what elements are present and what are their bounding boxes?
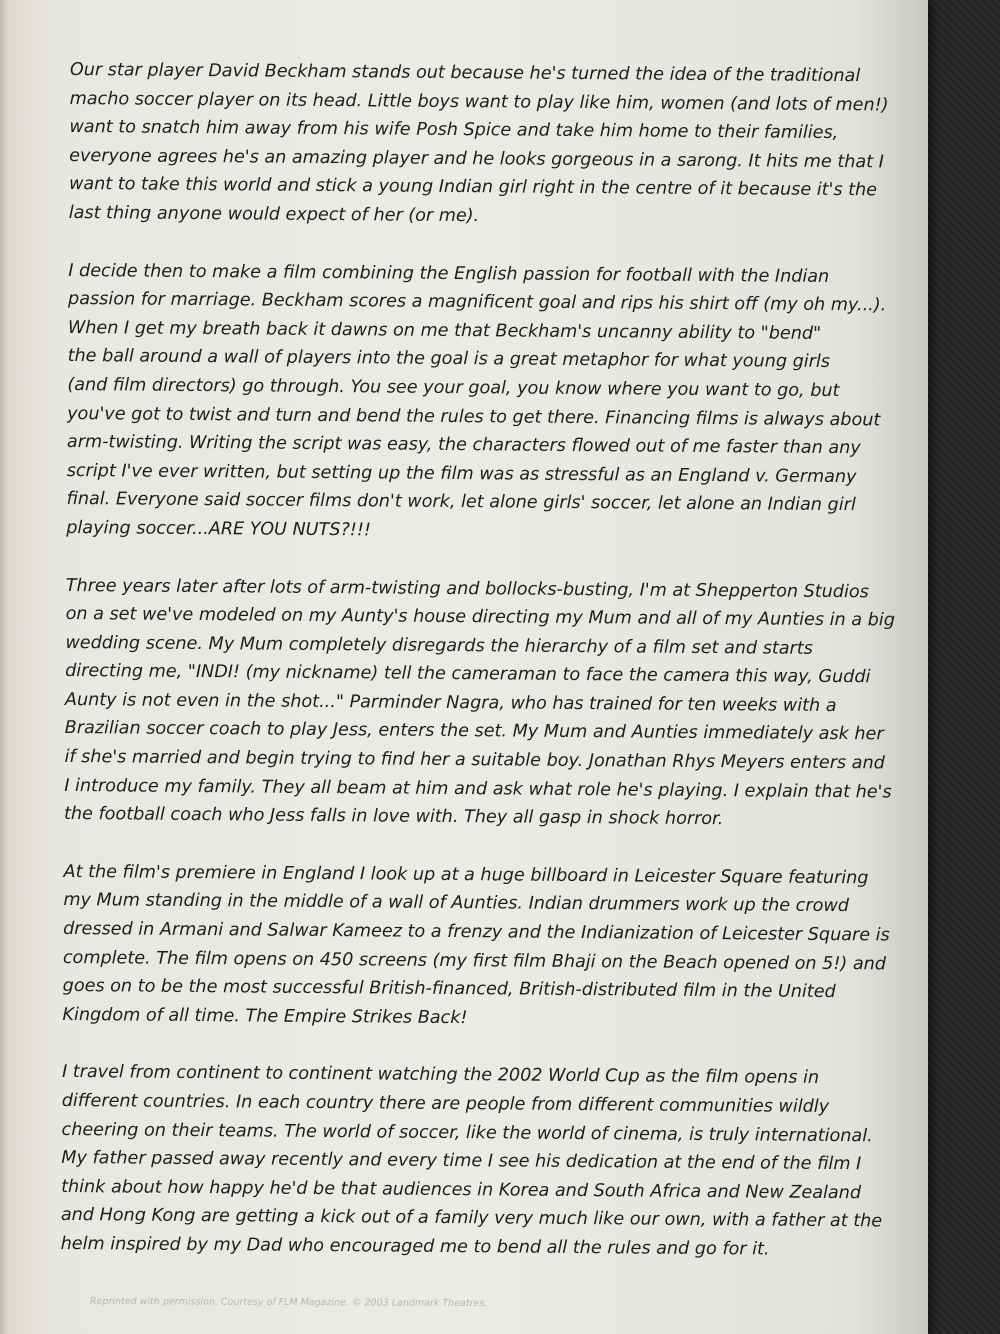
- paragraph-2: [66, 257, 898, 549]
- text-line: helm inspired by my Dad who encouraged me to bend all the rules and go for it.: [60, 1233, 770, 1260]
- text-line: you've got to twist and turn and bend the rules to get there. Financing films is always about: [67, 403, 881, 430]
- text-line: I decide then to make a film combining the English passion for football with the Indian: [68, 260, 830, 287]
- text-line: if she's married and begin trying to find her a suitable boy. Jonathan Rhys Meyers enters and: [64, 747, 885, 774]
- text-line: playing soccer...ARE YOU NUTS?!!!: [66, 517, 372, 541]
- text-line: (and film directors) go through. You see your goal, you know where you want to go, but: [67, 374, 840, 401]
- text-line: wedding scene. My Mum completely disregards the hierarchy of a film set and starts: [65, 632, 813, 659]
- text-line: think about how happy he'd be that audiences in Korea and South Africa and New Zealand: [61, 1176, 862, 1204]
- paragraph-3: [64, 571, 896, 835]
- text-line: I introduce my family. They all beam at him and ask what role he's playing. I explain that he's: [64, 775, 892, 803]
- article-body: [60, 56, 900, 1294]
- text-line: my Mum standing in the middle of a wall of Aunties. Indian drummers work up the crowd: [63, 890, 850, 917]
- reprint-credit: Reprinted with permission. Courtesy of FLM Magazine. © 2003 Landmark Theatres.: [89, 1295, 488, 1310]
- text-line: the football coach who Jess falls in love with. They all gasp in shock horror.: [63, 804, 724, 830]
- text-line: complete. The film opens on 450 screens (my first film Bhaji on the Beach opened on 5!) and: [62, 947, 887, 975]
- text-line: want to take this world and stick a young Indian girl right in the centre of it because it's the: [68, 174, 878, 201]
- text-line: arm-twisting. Writing the script was easy, the characters flowed out of me faster than any: [66, 432, 861, 459]
- text-line: At the film's premiere in England I look up at a huge billboard in Leicester Square featuring: [63, 861, 869, 889]
- text-line: I travel from continent to continent watching the 2002 World Cup as the film opens in: [61, 1062, 820, 1089]
- paragraph-5: [61, 1058, 893, 1265]
- text-line: Three years later after lots of arm-twisting and bollocks-busting, I'm at Shepperton Studios: [65, 575, 869, 602]
- text-line: final. Everyone said soccer films don't work, let alone girls' soccer, let alone an Indian girl: [66, 489, 856, 516]
- text-line: Aunty is not even in the shot..." Parminder Nagra, who has trained for ten weeks with a: [64, 689, 837, 716]
- text-line: Brazilian soccer coach to play Jess, enters the set. My Mum and Aunties immediately ask her: [64, 718, 884, 745]
- text-line: on a set we've modeled on my Aunty's house directing my Mum and all of my Aunties in a big: [65, 604, 895, 631]
- text-line: different countries. In each country there are people from different communities wildly: [61, 1090, 830, 1117]
- text-line: everyone agrees he's an amazing player and he looks gorgeous in a sarong. It hits me that I: [69, 145, 884, 173]
- page-fold-edge: [0, 0, 8, 1334]
- text-line: Kingdom of all time. The Empire Strikes Back!: [62, 1004, 468, 1028]
- text-line: Our star player David Beckham stands out because he's turned the idea of the traditional: [69, 59, 861, 87]
- text-line: goes on to be the most successful British-financed, British-distributed film in the United: [62, 976, 836, 1003]
- text-line: last thing anyone would expect of her (or me).: [68, 202, 480, 227]
- text-line: dressed in Armani and Salwar Kameez to a frenzy and the Indianization of Leicester Square is: [63, 919, 890, 946]
- text-line: cheering on their teams. The world of soccer, like the world of cinema, is truly international.: [61, 1119, 873, 1146]
- paragraph-1: [69, 56, 900, 234]
- text-line: want to snatch him away from his wife Posh Spice and take him home to their families,: [69, 117, 839, 144]
- text-line: passion for marriage. Beckham scores a magnificent goal and rips his shirt off (my oh my...).: [68, 289, 887, 316]
- text-line: directing me, "INDI! (my nickname) tell the cameraman to face the camera this way, Guddi: [65, 661, 871, 688]
- text-line: macho soccer player on its head. Little boys want to play like him, women (and lots of men!): [69, 88, 889, 116]
- text-line: and Hong Kong are getting a kick out of a family very much like our own, with a father at the: [60, 1205, 883, 1232]
- text-line: When I get my breath back it dawns on me that Beckham's uncanny ability to "bend": [67, 317, 822, 344]
- text-line: script I've ever written, but setting up the film was as stressful as an England v. Germany: [66, 460, 857, 487]
- text-line: the ball around a wall of players into the goal is a great metaphor for what young girls: [67, 346, 831, 373]
- paragraph-4: [62, 858, 893, 1036]
- text-line: My father passed away recently and every time I see his dedication at the end of the film I: [61, 1148, 862, 1175]
